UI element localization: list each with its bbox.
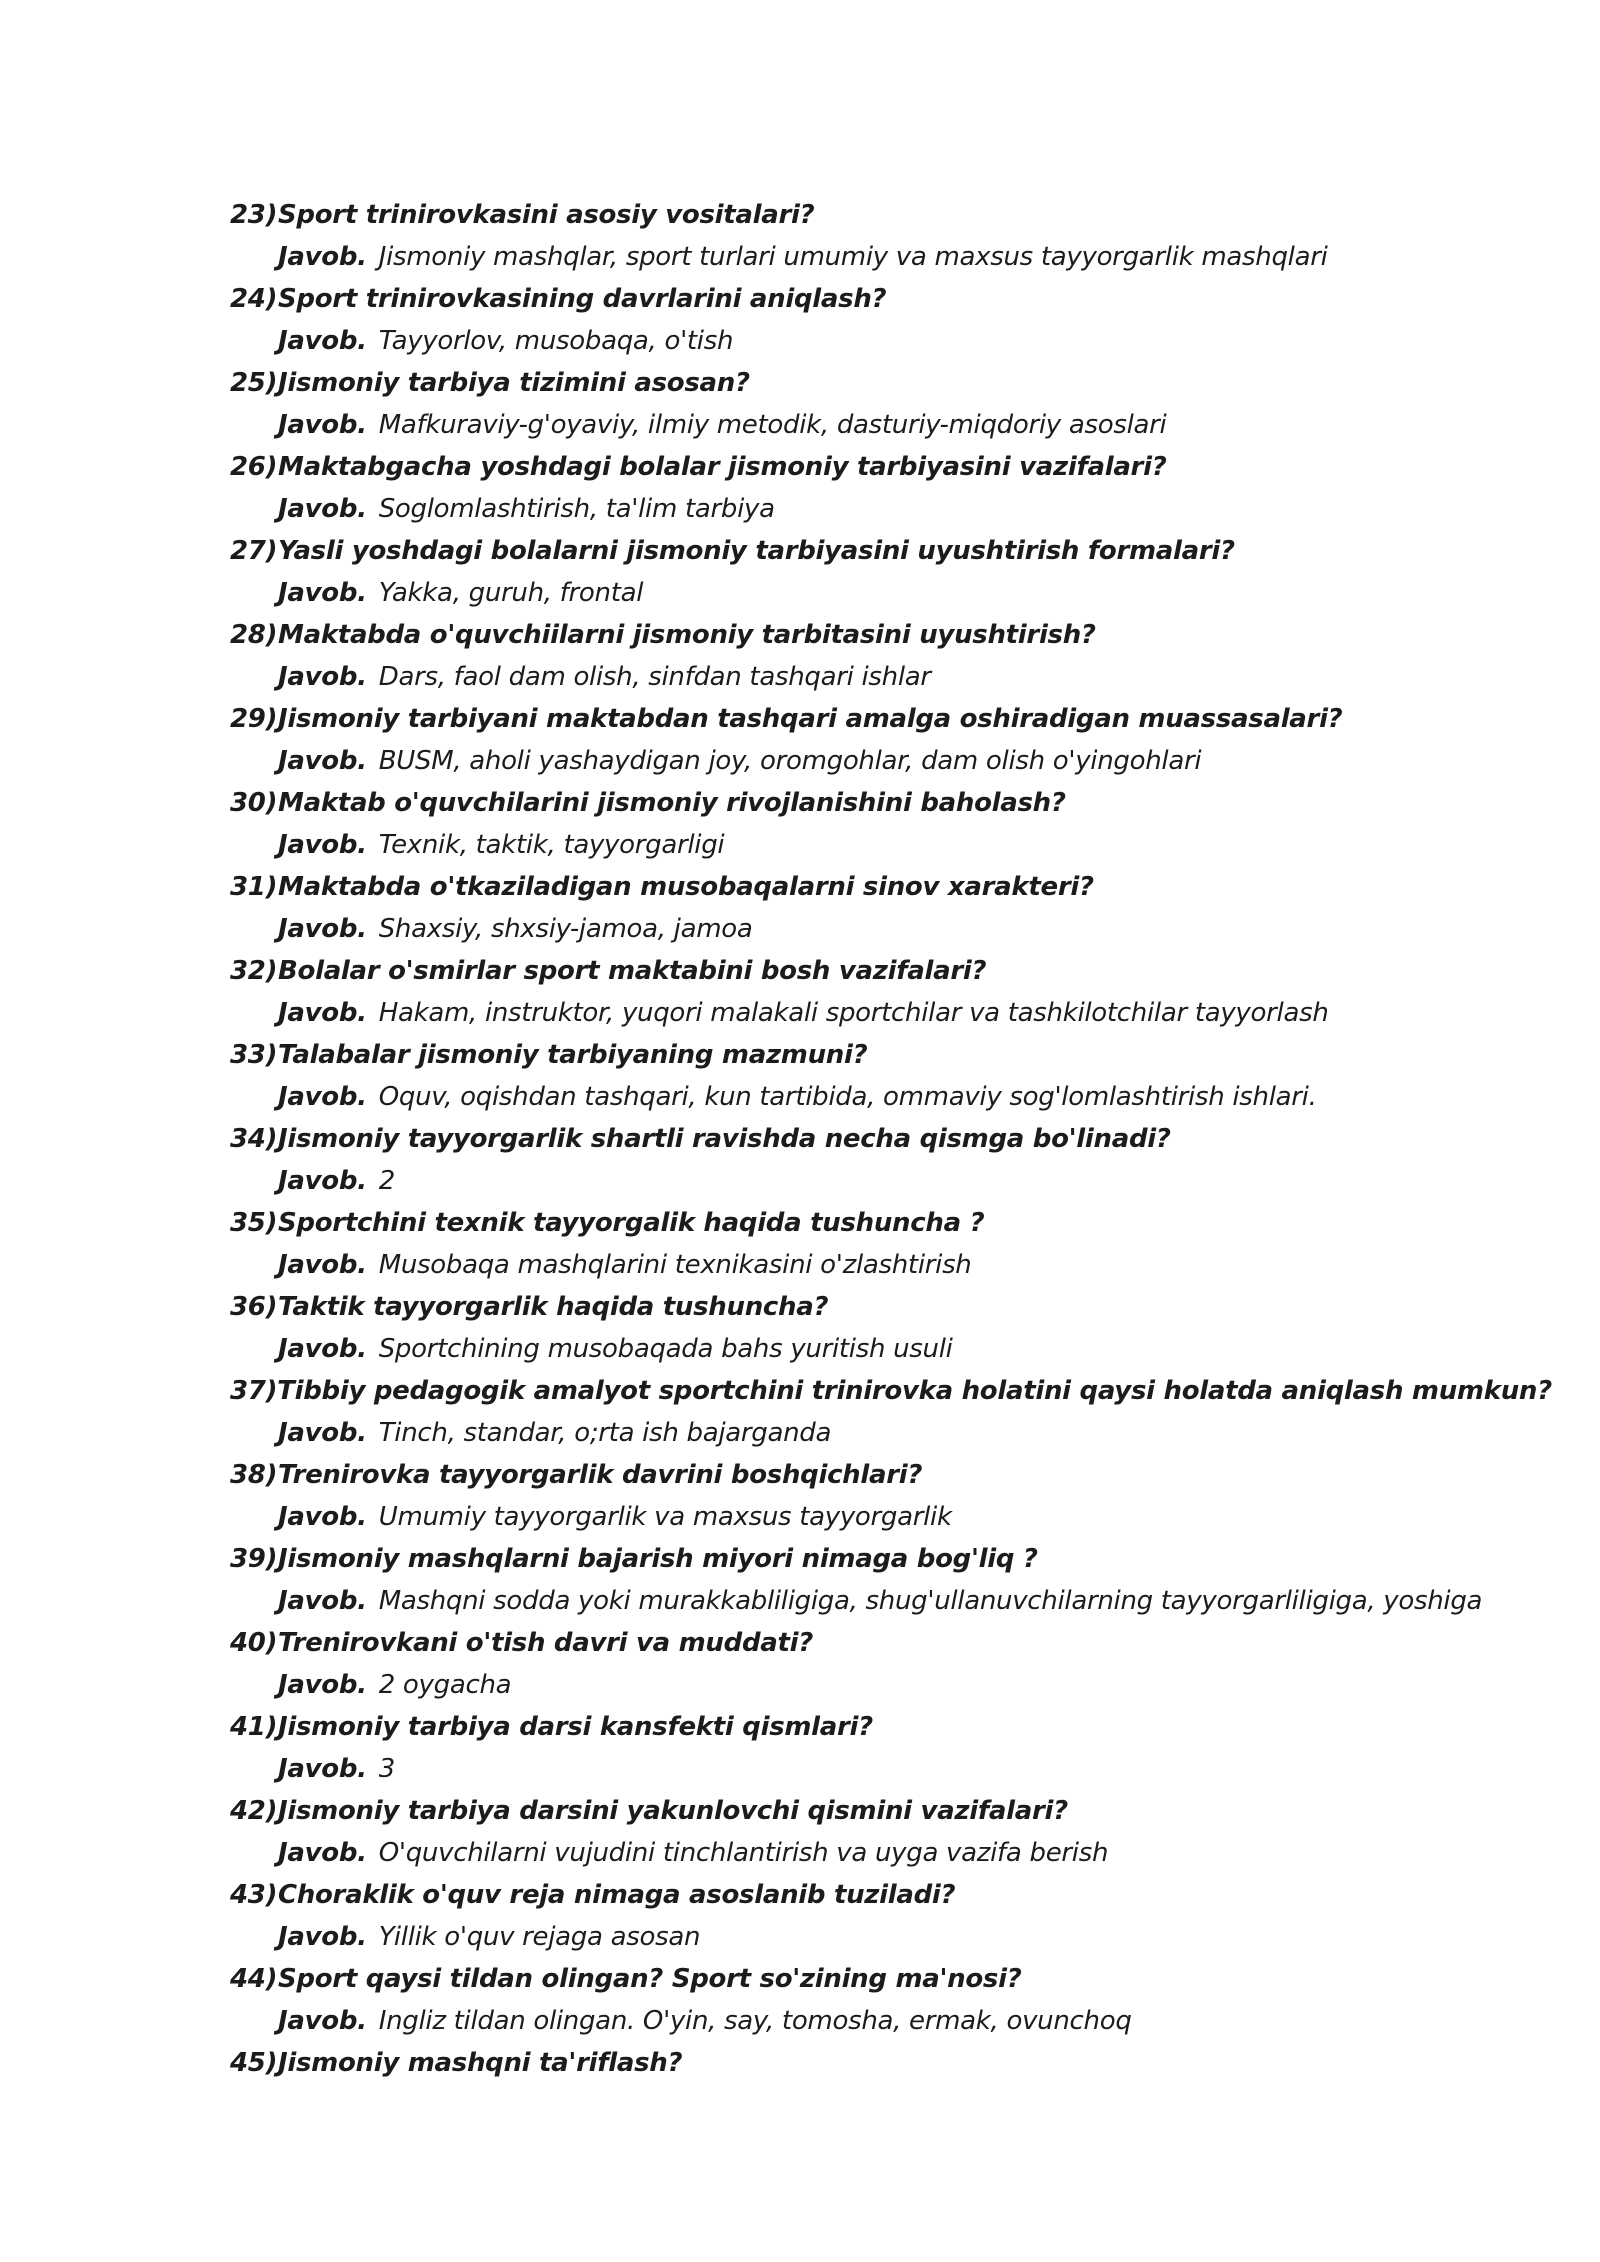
answer (230, 1076, 1530, 1118)
answer-label: Javob. (278, 1334, 367, 1364)
answer (230, 1496, 1530, 1538)
answer-label: Javob. (278, 1082, 367, 1112)
question (230, 1034, 1530, 1076)
question (230, 1118, 1530, 1160)
answer-label: Javob. (278, 1166, 367, 1196)
answer (230, 320, 1530, 362)
answer (230, 488, 1530, 530)
question (230, 1286, 1530, 1328)
question-number: 30) (230, 788, 278, 818)
answer (230, 1664, 1530, 1706)
qa-item (230, 446, 1530, 530)
question-text: Jismoniy mashqni ta'riflash? (278, 2048, 683, 2078)
question (230, 530, 1530, 572)
answer-text: O'quvchilarni vujudini tinchlantirish va uyga vazifa berish (378, 1838, 1109, 1868)
question-number: 24) (230, 284, 278, 314)
question-text: Taktik tayyorgarlik haqida tushuncha? (278, 1292, 829, 1322)
answer-label: Javob. (278, 1838, 367, 1868)
answer-label: Javob. (278, 410, 367, 440)
question-number: 39) (230, 1544, 278, 1574)
question-text: Trenirovka tayyorgarlik davrini boshqichlari? (278, 1460, 923, 1490)
answer-label: Javob. (278, 662, 367, 692)
qa-item (230, 1118, 1530, 1202)
question-text: Jismoniy tayyorgarlik shartli ravishda necha qismga bo'linadi? (278, 1124, 1171, 1154)
question (230, 950, 1530, 992)
answer-label: Javob. (278, 1418, 367, 1448)
answer-text: BUSM, aholi yashaydigan joy, oromgohlar, dam olish o'yingohlari (378, 746, 1202, 776)
question-text: Jismoniy tarbiya darsini yakunlovchi qismini vazifalari? (278, 1796, 1068, 1826)
answer (230, 1916, 1530, 1958)
question-number: 37) (230, 1376, 278, 1406)
answer-label: Javob. (278, 1754, 367, 1784)
question (230, 362, 1530, 404)
answer (230, 1832, 1530, 1874)
question-text: Sport trinirovkasini asosiy vositalari? (278, 200, 815, 230)
qa-item (230, 2042, 1530, 2084)
question-text: Sport qaysi tildan olingan? Sport so'zining ma'nosi? (278, 1964, 1022, 1994)
answer-text: Tayyorlov, musobaqa, o'tish (378, 326, 734, 356)
question-text: Maktabda o'tkaziladigan musobaqalarni sinov xarakteri? (278, 872, 1094, 902)
question (230, 614, 1530, 656)
answer-label: Javob. (278, 1586, 367, 1616)
question-text: Jismoniy mashqlarni bajarish miyori nimaga bog'liq ? (278, 1544, 1038, 1574)
question-number: 41) (230, 1712, 278, 1742)
answer (230, 824, 1530, 866)
answer-text: Mafkuraviy-g'oyaviy, ilmiy metodik, dasturiy-miqdoriy asoslari (378, 410, 1167, 440)
qa-item (230, 278, 1530, 362)
qa-item (230, 950, 1530, 1034)
question-number: 26) (230, 452, 278, 482)
qa-item (230, 1538, 1530, 1622)
qa-item (230, 1622, 1530, 1706)
question-number: 35) (230, 1208, 278, 1238)
answer-label: Javob. (278, 1502, 367, 1532)
qa-item (230, 1790, 1530, 1874)
question-number: 28) (230, 620, 278, 650)
answer-text: Hakam, instruktor, yuqori malakali sportchilar va tashkilotchilar tayyorlash (378, 998, 1329, 1028)
question-text: Tibbiy pedagogik amalyot sportchini trinirovka holatini qaysi holatda aniqlash mumkun? (277, 1376, 1552, 1406)
question-text: Maktabda o'quvchiilarni jismoniy tarbitasini uyushtirish? (278, 620, 1096, 650)
question-answer-list (230, 194, 1552, 2084)
answer-text: Yillik o'quv rejaga asosan (378, 1922, 701, 1952)
qa-item (230, 866, 1530, 950)
qa-item (230, 1370, 1552, 1454)
question-text: Jismoniy tarbiyani maktabdan tashqari amalga oshiradigan muassasalari? (278, 704, 1343, 734)
question-text: Bolalar o'smirlar sport maktabini bosh vazifalari? (278, 956, 987, 986)
answer (230, 572, 1530, 614)
answer (230, 740, 1530, 782)
question-number: 23) (230, 200, 278, 230)
answer-label: Javob. (278, 494, 367, 524)
question (230, 278, 1530, 320)
answer-text: Mashqni sodda yoki murakkabliligiga, shug'ullanuvchilarning tayyorgarliligiga, yoshiga (378, 1586, 1483, 1616)
question-number: 32) (230, 956, 278, 986)
question-text: Sport trinirovkasining davrlarini aniqlash? (278, 284, 887, 314)
question (230, 2042, 1530, 2084)
question-number: 25) (230, 368, 278, 398)
answer (230, 236, 1530, 278)
question-number: 29) (230, 704, 278, 734)
question-text: Trenirovkani o'tish davri va muddati? (278, 1628, 814, 1658)
answer-label: Javob. (278, 914, 367, 944)
question-number: 34) (230, 1124, 278, 1154)
answer (230, 908, 1530, 950)
qa-item (230, 194, 1530, 278)
answer-label: Javob. (278, 1250, 367, 1280)
qa-item (230, 362, 1530, 446)
question (230, 1202, 1530, 1244)
answer-label: Javob. (278, 746, 367, 776)
answer-label: Javob. (278, 578, 367, 608)
question (230, 1370, 1552, 1412)
answer-text: Tinch, standar, o;rta ish bajarganda (378, 1418, 832, 1448)
qa-item (230, 1202, 1530, 1286)
question (230, 866, 1530, 908)
qa-item (230, 614, 1530, 698)
question-number: 42) (230, 1796, 278, 1826)
qa-item (230, 1034, 1530, 1118)
answer-text: 2 (378, 1166, 395, 1196)
question-text: Choraklik o'quv reja nimaga asoslanib tuziladi? (278, 1880, 956, 1910)
question-text: Maktab o'quvchilarini jismoniy rivojlanishini baholash? (278, 788, 1066, 818)
answer (230, 404, 1530, 446)
question-number: 31) (230, 872, 278, 902)
question-number: 33) (230, 1040, 278, 1070)
question (230, 1874, 1530, 1916)
qa-item (230, 1286, 1530, 1370)
qa-item (230, 1958, 1530, 2042)
question (230, 698, 1530, 740)
answer-text: Oquv, oqishdan tashqari, kun tartibida, ommaviy sog'lomlashtirish ishlari. (378, 1082, 1317, 1112)
answer-text: Dars, faol dam olish, sinfdan tashqari ishlar (378, 662, 931, 692)
answer (230, 1580, 1530, 1622)
question (230, 1706, 1530, 1748)
qa-item (230, 1454, 1530, 1538)
answer-label: Javob. (278, 830, 367, 860)
question-number: 43) (230, 1880, 278, 1910)
answer-label: Javob. (278, 998, 367, 1028)
question-number: 45) (230, 2048, 278, 2078)
answer (230, 1748, 1530, 1790)
qa-item (230, 530, 1530, 614)
answer-text: Musobaqa mashqlarini texnikasini o'zlashtirish (378, 1250, 972, 1280)
answer-label: Javob. (278, 242, 367, 272)
answer-text: Soglomlashtirish, ta'lim tarbiya (378, 494, 775, 524)
question-text: Talabalar jismoniy tarbiyaning mazmuni? (278, 1040, 868, 1070)
answer-text: Sportchining musobaqada bahs yuritish usuli (378, 1334, 953, 1364)
question-number: 40) (230, 1628, 278, 1658)
question-text: Maktabgacha yoshdagi bolalar jismoniy tarbiyasini vazifalari? (278, 452, 1167, 482)
qa-item (230, 782, 1530, 866)
answer-text: Umumiy tayyorgarlik va maxsus tayyorgarlik (378, 1502, 952, 1532)
answer (230, 1328, 1530, 1370)
question (230, 446, 1530, 488)
answer (230, 1244, 1530, 1286)
question (230, 1538, 1530, 1580)
answer-text: Yakka, guruh, frontal (378, 578, 644, 608)
question-number: 38) (230, 1460, 278, 1490)
answer-text: Shaxsiy, shxsiy-jamoa, jamoa (378, 914, 753, 944)
question-number: 27) (230, 536, 278, 566)
answer-label: Javob. (278, 326, 367, 356)
answer-label: Javob. (278, 2006, 367, 2036)
answer (230, 1160, 1530, 1202)
question (230, 1622, 1530, 1664)
question-number: 36) (230, 1292, 278, 1322)
answer-text: Jismoniy mashqlar, sport turlari umumiy va maxsus tayyorgarlik mashqlari (378, 242, 1328, 272)
question (230, 1958, 1530, 2000)
answer-text: Ingliz tildan olingan. O'yin, say, tomosha, ermak, ovunchoq (378, 2006, 1132, 2036)
answer (230, 656, 1530, 698)
answer (230, 992, 1530, 1034)
answer-text: Texnik, taktik, tayyorgarligi (378, 830, 725, 860)
question (230, 1454, 1530, 1496)
answer-text: 2 oygacha (378, 1670, 512, 1700)
question-text: Yasli yoshdagi bolalarni jismoniy tarbiyasini uyushtirish formalari? (278, 536, 1235, 566)
answer-label: Javob. (278, 1670, 367, 1700)
question-number: 44) (230, 1964, 278, 1994)
question-text: Jismoniy tarbiya tizimini asosan? (278, 368, 750, 398)
qa-item (230, 698, 1530, 782)
answer (230, 2000, 1530, 2042)
question (230, 782, 1530, 824)
answer-label: Javob. (278, 1922, 367, 1952)
answer-text: 3 (378, 1754, 395, 1784)
qa-item (230, 1706, 1530, 1790)
question-text: Sportchini texnik tayyorgalik haqida tushuncha ? (278, 1208, 985, 1238)
question (230, 1790, 1530, 1832)
answer (230, 1412, 1530, 1454)
question-text: Jismoniy tarbiya darsi kansfekti qismlari? (278, 1712, 873, 1742)
question (230, 194, 1530, 236)
qa-item (230, 1874, 1530, 1958)
